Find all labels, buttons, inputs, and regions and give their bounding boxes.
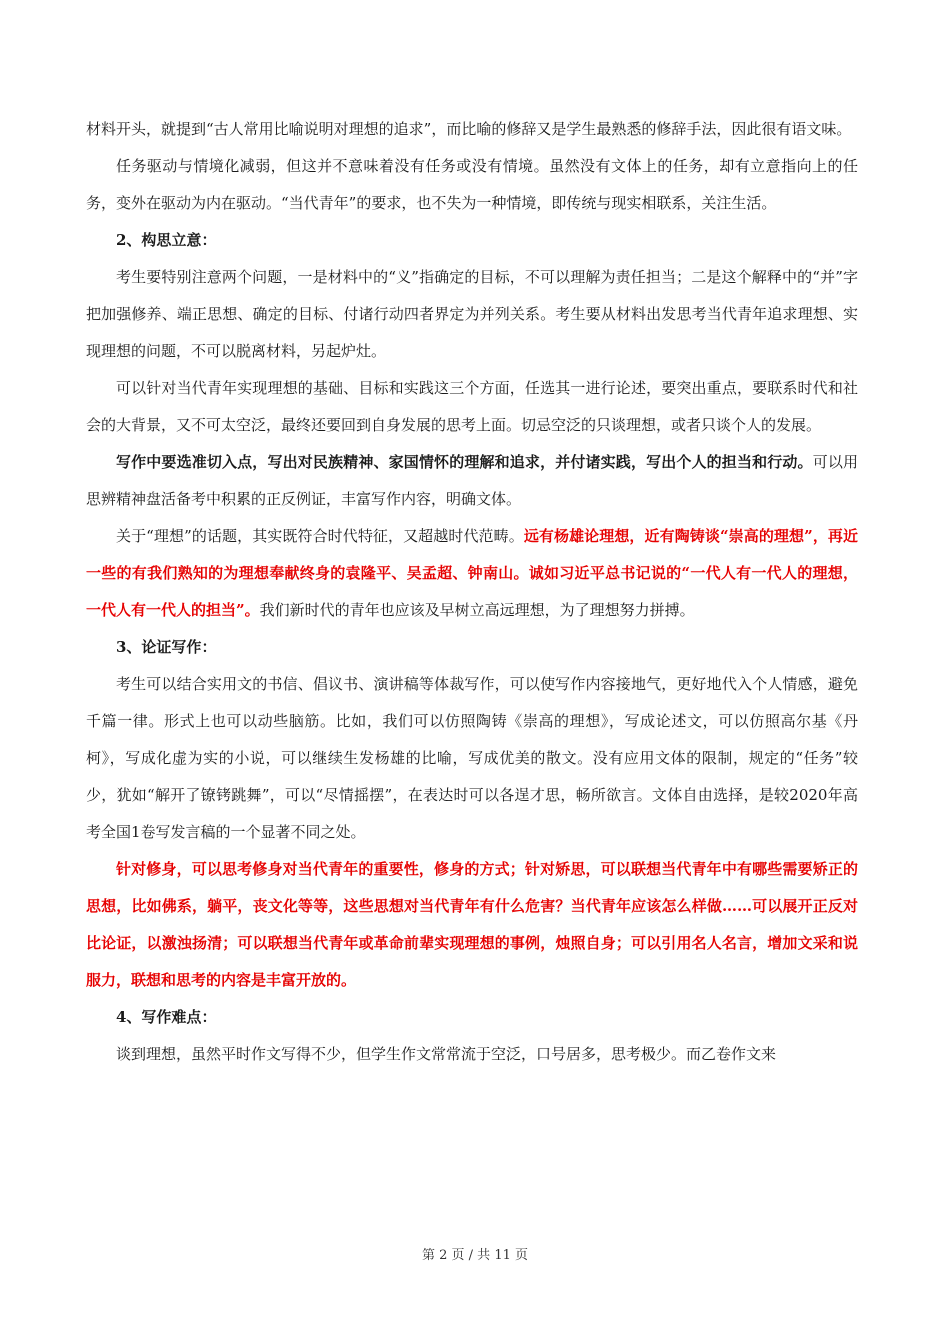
footer-suffix: 页: [515, 1248, 529, 1263]
paragraph-6-intro: 关于“理想”的话题，其实既符合时代特征，又超越时代范畴。: [116, 527, 524, 545]
paragraph-5-bold: 写作中要选准切入点，写出对民族精神、家国情怀的理解和追求，并付诸实践，写出个人的担当和行动。: [116, 453, 813, 471]
paragraph-3: 考生要特别注意两个问题，一是材料中的“义”指确定的目标，不可以理解为责任担当；二是这个解释中的“并”字把加强修养、端正思想、确定的目标、付诸行动四者界定为并列关系。考生要从材料出发思考当代青年追求理想、实现理想的问题，不可以脱离材料，另起炉灶。: [86, 268, 858, 360]
paragraph-7: 考生可以结合实用文的书信、倡议书、演讲稿等体裁写作，可以使写作内容接地气，更好地代入个人情感，避免千篇一律。形式上也可以动些脑筋。比如，我们可以仿照陶铸《崇高的理想》，写成论述文，可以仿照高尔基《丹柯》，写成化虚为实的小说，可以继续生发杨雄的比喻，写成优美的散文。没有应用文体的限制，规定的“任务”较少，犹如“解开了镣铐跳舞”，可以“尽情摇摆”，在表达时可以各逞才思，畅所欲言。文体自由选择，是较2020年高考全国1卷写发言稿的一个显著不同之处。: [86, 675, 858, 841]
paragraph-5-rest: 可以用思辨精神盘活备考中积累的正反例证，丰富写作内容，明确文体。: [86, 453, 858, 508]
paragraph-2: 任务驱动与情境化减弱，但这并不意味着没有任务或没有情境。虽然没有文体上的任务，却有立意指向上的任务，变外在驱动为内在驱动。“当代青年”的要求，也不失为一种情境，即传统与现实相联系，关注生活。: [86, 157, 858, 212]
footer-total-pages: 11: [494, 1248, 511, 1263]
paragraph-8-highlight: 针对修身，可以思考修身对当代青年的重要性，修身的方式；针对矫思，可以联想当代青年中有哪些需要矫正的思想，比如佛系，躺平，丧文化等等，这些思想对当代青年有什么危害？当代青年应该怎么样做……可以展开正反对比论证，以激浊扬清；可以联想当代青年或革命前辈实现理想的事例，烛照自身；可以引用名人名言，增加文采和说服力，联想和思考的内容是丰富开放的。: [86, 860, 858, 989]
footer-prefix: 第: [421, 1248, 435, 1263]
paragraph-9: 谈到理想，虽然平时作文写得不少，但学生作文常常流于空泛，口号居多，思考极少。而乙卷作文来: [116, 1045, 777, 1063]
document-body: [86, 111, 858, 1073]
page-footer: [0, 1244, 950, 1263]
section-heading-2: 2、构思立意：: [116, 231, 217, 249]
paragraph-6-highlight: 远有杨雄论理想，近有陶铸谈“崇高的理想”，再近一些的有我们熟知的为理想奉献终身的袁隆平、吴孟超、钟南山。诚如习近平总书记说的“一代人有一代人的理想，一代人有一代人的担当”。: [86, 527, 859, 619]
paragraph-6-end: 我们新时代的青年也应该及早树立高远理想，为了理想努力拼搏。: [259, 601, 695, 619]
paragraph-6: [86, 518, 858, 629]
paragraph-5: [86, 444, 858, 518]
section-heading-3: 3、论证写作：: [116, 638, 217, 656]
footer-page-number: 2: [439, 1248, 448, 1263]
paragraph-1: 材料开头，就提到“古人常用比喻说明对理想的追求”，而比喻的修辞又是学生最熟悉的修辞手法，因此很有语文味。: [86, 120, 852, 138]
section-heading-4: 4、写作难点：: [116, 1008, 217, 1026]
footer-middle: 页 / 共: [451, 1248, 491, 1263]
paragraph-4: 可以针对当代青年实现理想的基础、目标和实践这三个方面，任选其一进行论述，要突出重点，要联系时代和社会的大背景，又不可太空泛，最终还要回到自身发展的思考上面。切忌空泛的只谈理想，或者只谈个人的发展。: [86, 379, 858, 434]
